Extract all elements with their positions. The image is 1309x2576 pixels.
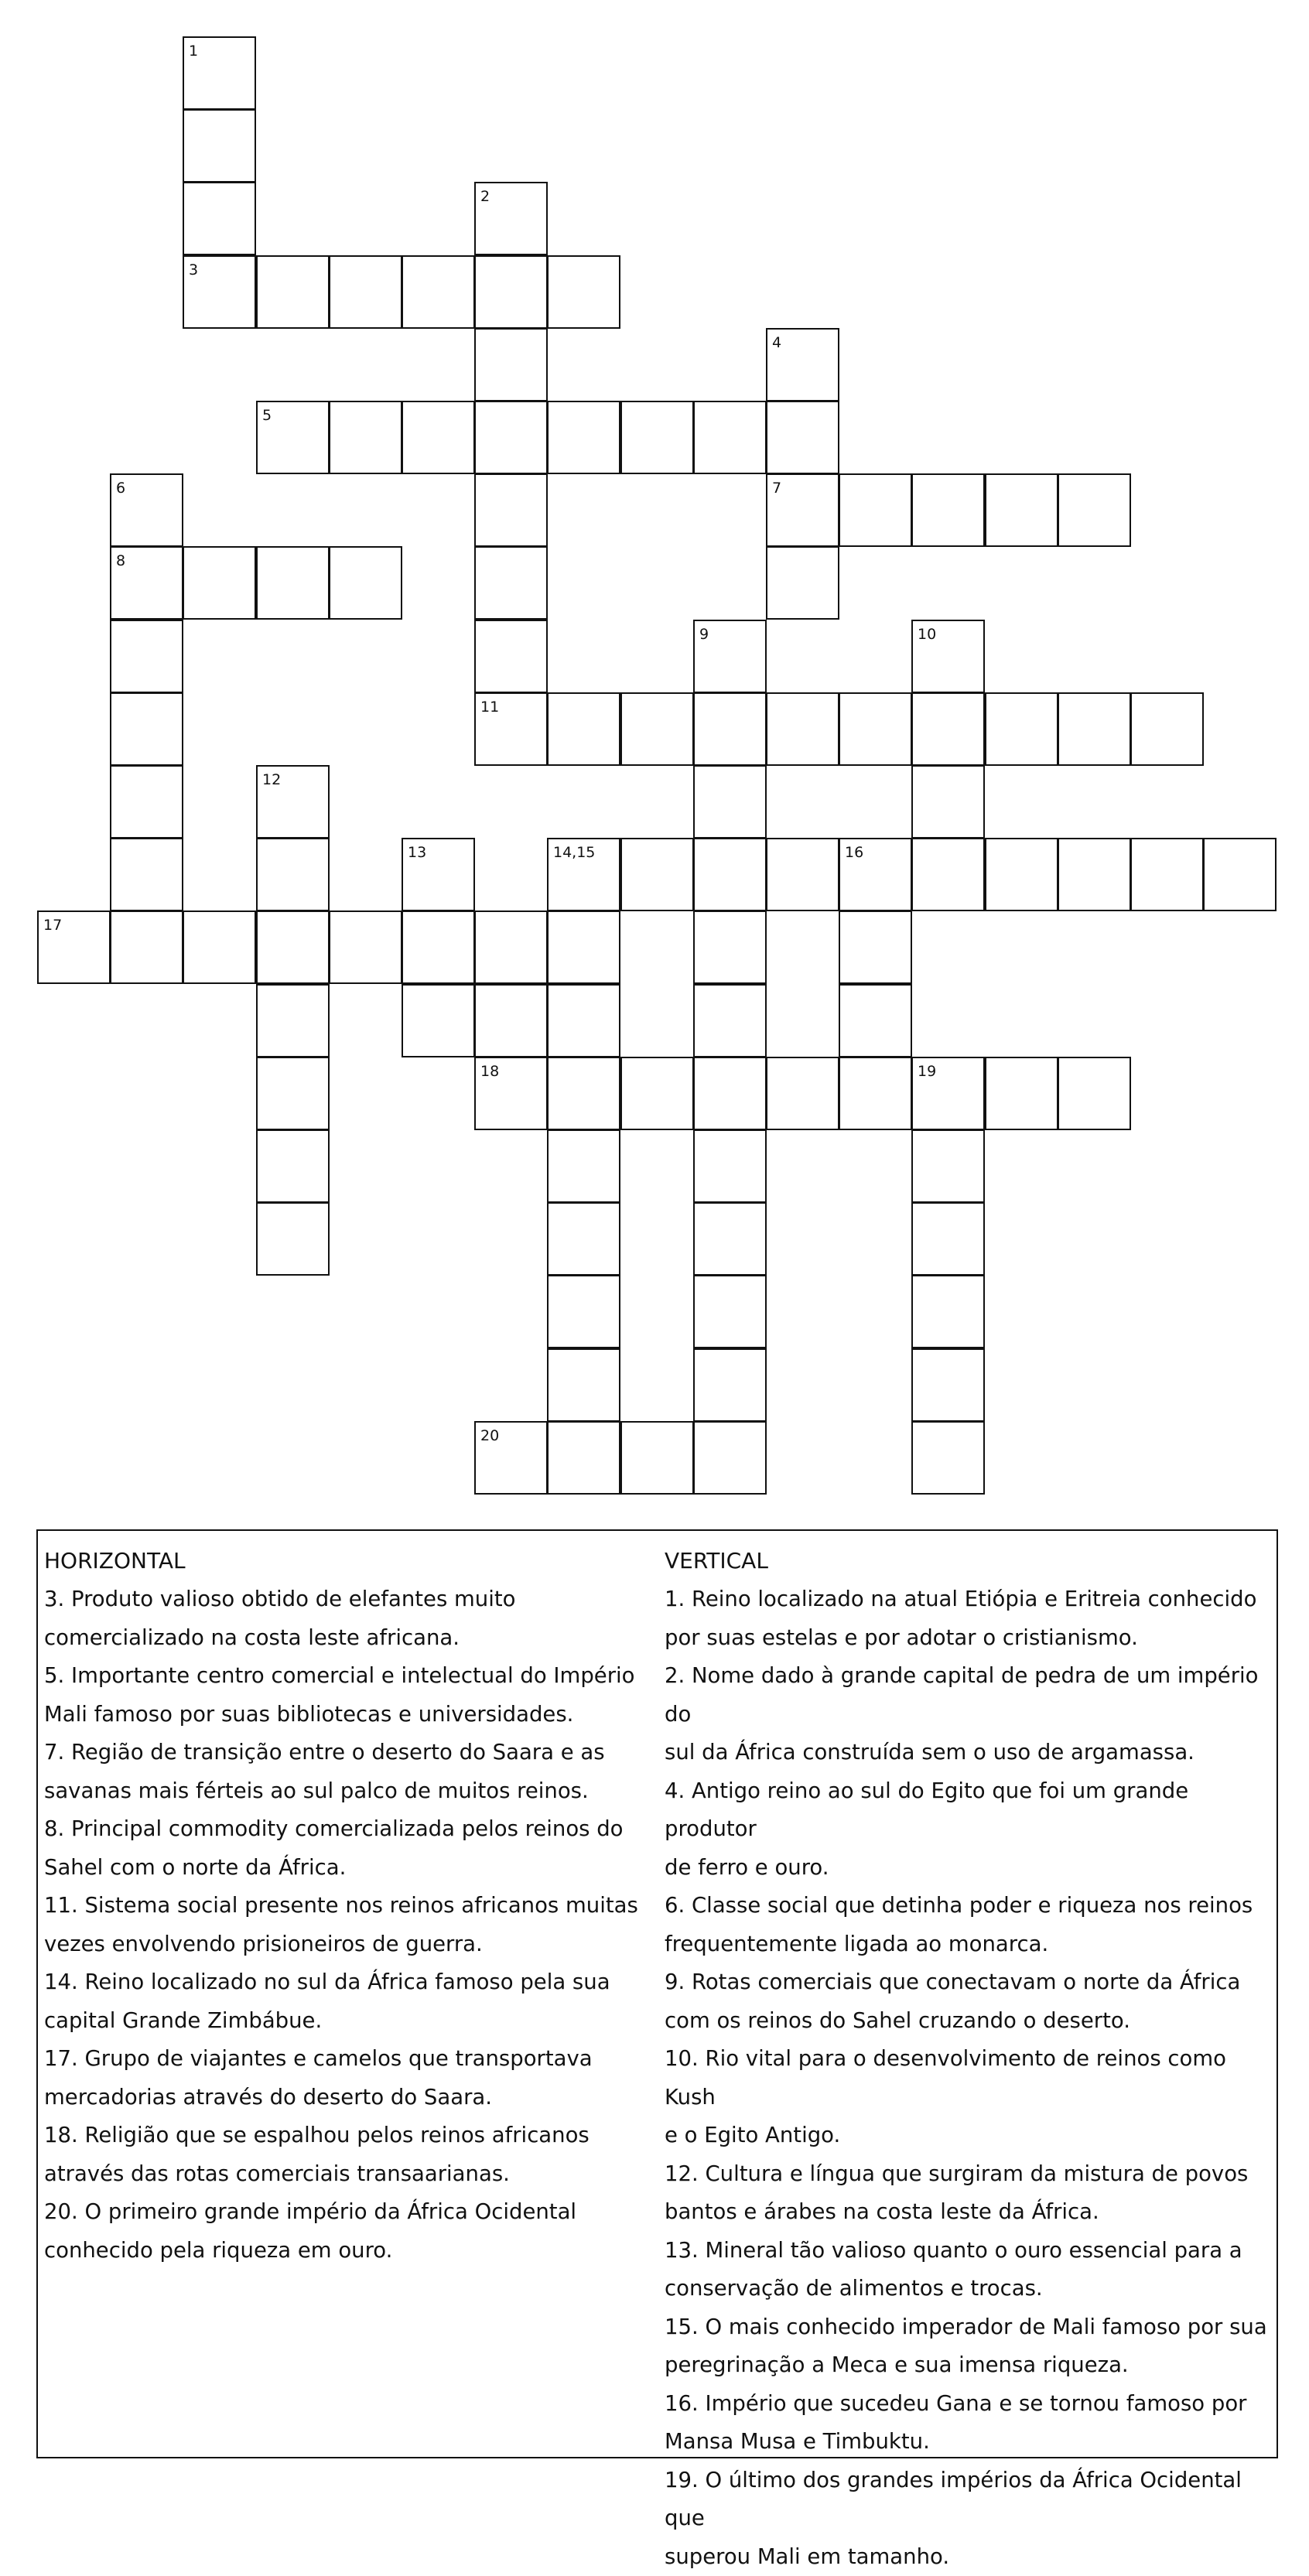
grid-cell[interactable] bbox=[547, 1348, 620, 1422]
clue-number: 8 bbox=[116, 554, 125, 569]
grid-cell[interactable] bbox=[183, 546, 256, 620]
horizontal-title: HORIZONTAL bbox=[44, 1542, 655, 1580]
grid-cell[interactable] bbox=[911, 838, 985, 911]
grid-cell[interactable] bbox=[474, 255, 548, 329]
grid-cell[interactable] bbox=[256, 255, 330, 329]
vertical-clue-line: de ferro e ouro. bbox=[665, 1849, 1276, 1888]
grid-cell[interactable] bbox=[911, 1129, 985, 1203]
grid-cell[interactable] bbox=[110, 765, 183, 839]
grid-cell[interactable] bbox=[110, 620, 183, 693]
horizontal-clue-line: 20. O primeiro grande império da África Ocidental bbox=[44, 2193, 655, 2232]
grid-cell[interactable] bbox=[1203, 838, 1277, 911]
vertical-clues bbox=[665, 1542, 1276, 2576]
vertical-clue-line: 16. Império que sucedeu Gana e se tornou famoso por bbox=[665, 2385, 1276, 2424]
horizontal-clue-line: Mali famoso por suas bibliotecas e universidades. bbox=[44, 1696, 655, 1734]
horizontal-clue-line: savanas mais férteis ao sul palco de muitos reinos. bbox=[44, 1772, 655, 1811]
grid-cell[interactable] bbox=[839, 473, 912, 547]
grid-cell[interactable] bbox=[547, 1275, 620, 1348]
horizontal-clue-line: 17. Grupo de viajantes e camelos que transportava bbox=[44, 2040, 655, 2079]
grid-cell[interactable] bbox=[474, 910, 548, 984]
grid-cell[interactable] bbox=[693, 1202, 767, 1276]
vertical-clue-list bbox=[665, 1580, 1276, 2576]
horizontal-clue-line: mercadorias através do deserto do Saara. bbox=[44, 2079, 655, 2117]
grid-cell[interactable] bbox=[693, 910, 767, 984]
grid-cell[interactable] bbox=[620, 692, 694, 766]
grid-cell[interactable] bbox=[985, 1057, 1058, 1130]
grid-cell[interactable] bbox=[693, 1275, 767, 1348]
horizontal-clue-line: 5. Importante centro comercial e intelectual do Império bbox=[44, 1657, 655, 1696]
vertical-clue-line: 6. Classe social que detinha poder e riqueza nos reinos bbox=[665, 1887, 1276, 1925]
grid-cell[interactable] bbox=[839, 984, 912, 1057]
grid-cell[interactable] bbox=[402, 984, 475, 1057]
grid-cell[interactable] bbox=[329, 546, 402, 620]
grid-cell[interactable] bbox=[1130, 692, 1204, 766]
horizontal-clue-line: 11. Sistema social presente nos reinos africanos muitas bbox=[44, 1887, 655, 1925]
vertical-clue-line: sul da África construída sem o uso de argamassa. bbox=[665, 1734, 1276, 1772]
grid-cell[interactable] bbox=[402, 255, 475, 329]
clue-number: 10 bbox=[918, 627, 936, 642]
grid-cell[interactable] bbox=[110, 910, 183, 984]
vertical-clue-line: com os reinos do Sahel cruzando o deserto. bbox=[665, 2002, 1276, 2041]
clue-number: 16 bbox=[845, 846, 863, 860]
grid-cell[interactable] bbox=[547, 255, 620, 329]
grid-cell[interactable] bbox=[329, 910, 402, 984]
clue-number: 1 bbox=[189, 44, 198, 59]
grid-cell[interactable] bbox=[985, 838, 1058, 911]
grid-cell[interactable] bbox=[911, 473, 985, 547]
grid-cell[interactable] bbox=[766, 1057, 839, 1130]
vertical-clue-line: 9. Rotas comerciais que conectavam o norte da África bbox=[665, 1963, 1276, 2002]
grid-cell[interactable] bbox=[693, 1057, 767, 1130]
horizontal-clue-line: capital Grande Zimbábue. bbox=[44, 2002, 655, 2041]
grid-cell[interactable] bbox=[620, 1057, 694, 1130]
grid-cell[interactable] bbox=[183, 109, 256, 183]
grid-cell[interactable] bbox=[1058, 473, 1131, 547]
clue-number: 4 bbox=[772, 336, 781, 350]
grid-cell[interactable] bbox=[547, 984, 620, 1057]
clue-number: 14,15 bbox=[553, 846, 595, 860]
grid-cell[interactable] bbox=[547, 910, 620, 984]
clues-box bbox=[36, 1529, 1278, 2458]
horizontal-clue-line: 18. Religião que se espalhou pelos reinos africanos bbox=[44, 2116, 655, 2155]
clue-number: 13 bbox=[408, 846, 426, 860]
horizontal-clues bbox=[44, 1542, 655, 2270]
grid-cell[interactable] bbox=[256, 1057, 330, 1130]
horizontal-clue-line: 3. Produto valioso obtido de elefantes muito bbox=[44, 1580, 655, 1619]
clue-number: 5 bbox=[262, 408, 272, 423]
horizontal-clue-line: vezes envolvendo prisioneiros de guerra. bbox=[44, 1925, 655, 1964]
vertical-clue-line: superou Mali em tamanho. bbox=[665, 2538, 1276, 2576]
horizontal-clue-line: conhecido pela riqueza em ouro. bbox=[44, 2232, 655, 2270]
horizontal-clue-line: Sahel com o norte da África. bbox=[44, 1849, 655, 1888]
clue-number: 17 bbox=[43, 918, 62, 933]
grid-cell[interactable] bbox=[620, 1421, 694, 1495]
clue-number: 3 bbox=[189, 263, 198, 278]
grid-cell[interactable] bbox=[1058, 1057, 1131, 1130]
grid-cell[interactable] bbox=[911, 1348, 985, 1422]
clue-number: 7 bbox=[772, 481, 781, 496]
grid-cell[interactable] bbox=[693, 984, 767, 1057]
grid-cell[interactable] bbox=[693, 1129, 767, 1203]
grid-cell[interactable] bbox=[911, 1202, 985, 1276]
grid-cell[interactable] bbox=[183, 910, 256, 984]
grid-cell[interactable] bbox=[620, 401, 694, 474]
grid-cell[interactable] bbox=[547, 1057, 620, 1130]
horizontal-clue-line: 8. Principal commodity comercializada pelos reinos do bbox=[44, 1810, 655, 1849]
vertical-clue-line: frequentemente ligada ao monarca. bbox=[665, 1925, 1276, 1964]
clue-number: 11 bbox=[480, 700, 499, 715]
vertical-clue-line: 4. Antigo reino ao sul do Egito que foi um grande produtor bbox=[665, 1772, 1276, 1849]
grid-cell[interactable] bbox=[402, 401, 475, 474]
vertical-clue-line: Mansa Musa e Timbuktu. bbox=[665, 2423, 1276, 2462]
grid-cell[interactable] bbox=[474, 546, 548, 620]
grid-cell[interactable] bbox=[985, 473, 1058, 547]
grid-cell[interactable] bbox=[839, 910, 912, 984]
vertical-clue-line: 13. Mineral tão valioso quanto o ouro essencial para a bbox=[665, 2232, 1276, 2270]
grid-cell[interactable] bbox=[474, 620, 548, 693]
vertical-clue-line: conservação de alimentos e trocas. bbox=[665, 2270, 1276, 2308]
grid-cell[interactable] bbox=[329, 401, 402, 474]
grid-cell[interactable] bbox=[256, 838, 330, 911]
clue-number: 19 bbox=[918, 1064, 936, 1079]
vertical-clue-line: 19. O último dos grandes impérios da África Ocidental que bbox=[665, 2462, 1276, 2538]
grid-cell[interactable] bbox=[110, 838, 183, 911]
grid-cell[interactable] bbox=[693, 1348, 767, 1422]
vertical-clue-line: 2. Nome dado à grande capital de pedra de um império do bbox=[665, 1657, 1276, 1734]
grid-cell[interactable] bbox=[402, 910, 475, 984]
grid-cell[interactable] bbox=[911, 1275, 985, 1348]
grid-cell[interactable] bbox=[547, 1421, 620, 1495]
grid-cell[interactable] bbox=[474, 401, 548, 474]
grid-cell[interactable] bbox=[547, 401, 620, 474]
clue-number: 12 bbox=[262, 773, 281, 787]
grid-cell[interactable] bbox=[693, 838, 767, 911]
vertical-clue-line: 1. Reino localizado na atual Etiópia e Eritreia conhecido bbox=[665, 1580, 1276, 1619]
vertical-clue-line: e o Egito Antigo. bbox=[665, 2116, 1276, 2155]
grid-cell[interactable] bbox=[547, 692, 620, 766]
grid-cell[interactable] bbox=[1130, 838, 1204, 911]
grid-cell[interactable] bbox=[329, 255, 402, 329]
clue-number: 9 bbox=[699, 627, 709, 642]
grid-cell[interactable] bbox=[839, 692, 912, 766]
grid-cell[interactable] bbox=[839, 1057, 912, 1130]
grid-cell[interactable] bbox=[693, 692, 767, 766]
horizontal-clue-line: através das rotas comerciais transaarianas. bbox=[44, 2155, 655, 2194]
grid-cell[interactable] bbox=[911, 692, 985, 766]
grid-cell[interactable] bbox=[911, 1421, 985, 1495]
grid-cell[interactable] bbox=[1058, 838, 1131, 911]
vertical-clue-line: peregrinação a Meca e sua imensa riqueza. bbox=[665, 2346, 1276, 2385]
clue-number: 20 bbox=[480, 1429, 499, 1443]
clue-number: 6 bbox=[116, 481, 125, 496]
grid-cell[interactable] bbox=[620, 838, 694, 911]
grid-cell[interactable] bbox=[474, 984, 548, 1057]
clue-number: 18 bbox=[480, 1064, 499, 1079]
grid-cell[interactable] bbox=[256, 984, 330, 1057]
grid-cell[interactable] bbox=[1058, 692, 1131, 766]
grid-cell[interactable] bbox=[474, 473, 548, 547]
horizontal-clue-line: comercializado na costa leste africana. bbox=[44, 1619, 655, 1658]
grid-cell[interactable] bbox=[256, 1202, 330, 1276]
grid-cell[interactable] bbox=[693, 765, 767, 839]
grid-cell[interactable] bbox=[766, 546, 839, 620]
vertical-clue-line: bantos e árabes na costa leste da África. bbox=[665, 2193, 1276, 2232]
grid-cell[interactable] bbox=[766, 692, 839, 766]
grid-cell[interactable] bbox=[766, 838, 839, 911]
vertical-clue-line: por suas estelas e por adotar o cristianismo. bbox=[665, 1619, 1276, 1658]
vertical-clue-line: 10. Rio vital para o desenvolvimento de reinos como Kush bbox=[665, 2040, 1276, 2116]
grid-cell[interactable] bbox=[256, 546, 330, 620]
grid-cell[interactable] bbox=[693, 1421, 767, 1495]
horizontal-clue-list bbox=[44, 1580, 655, 2270]
clue-number: 2 bbox=[480, 190, 490, 204]
grid-cell[interactable] bbox=[766, 401, 839, 474]
grid-cell[interactable] bbox=[693, 401, 767, 474]
grid-cell[interactable] bbox=[256, 910, 330, 984]
grid-cell[interactable] bbox=[183, 182, 256, 255]
vertical-title: VERTICAL bbox=[665, 1542, 1276, 1580]
grid-cell[interactable] bbox=[256, 1129, 330, 1203]
vertical-clue-line: 15. O mais conhecido imperador de Mali famoso por sua bbox=[665, 2308, 1276, 2347]
grid-cell[interactable] bbox=[547, 1202, 620, 1276]
grid-cell[interactable] bbox=[110, 692, 183, 766]
grid-cell[interactable] bbox=[547, 1129, 620, 1203]
grid-cell[interactable] bbox=[985, 692, 1058, 766]
horizontal-clue-line: 7. Região de transição entre o deserto do Saara e as bbox=[44, 1734, 655, 1772]
grid-cell[interactable] bbox=[911, 765, 985, 839]
horizontal-clue-line: 14. Reino localizado no sul da África famoso pela sua bbox=[44, 1963, 655, 2002]
grid-cell[interactable] bbox=[474, 328, 548, 401]
vertical-clue-line: 12. Cultura e língua que surgiram da mistura de povos bbox=[665, 2155, 1276, 2194]
